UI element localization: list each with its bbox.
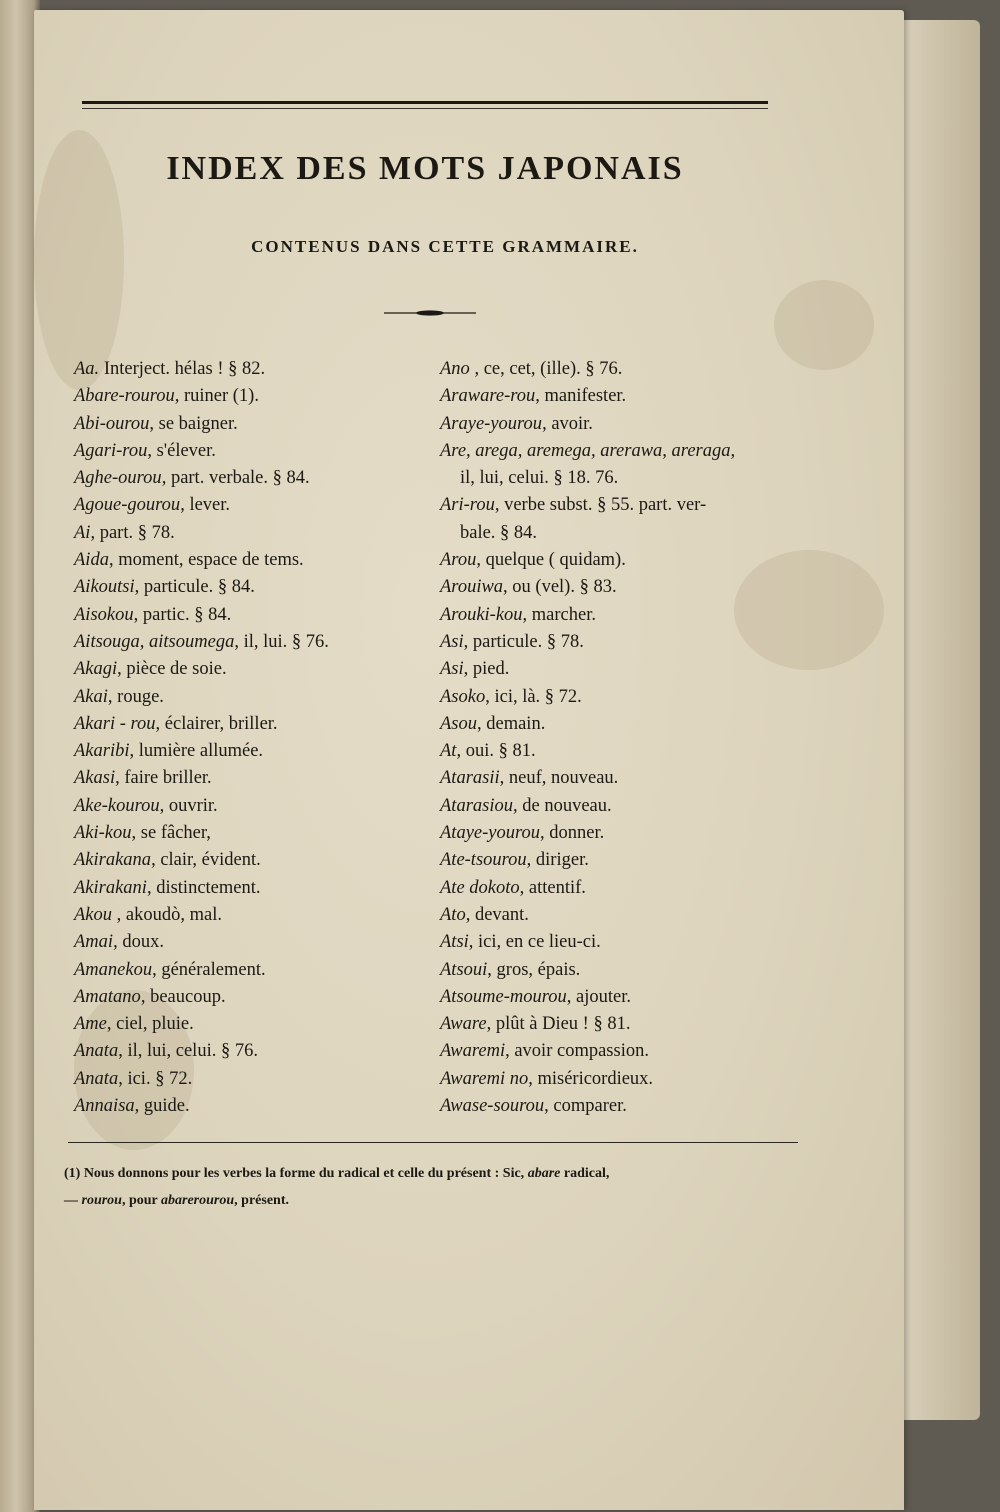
entry-headword: Aitsouga, aitsoumega [74,631,235,652]
index-entry [74,820,424,847]
index-entry [440,1011,810,1038]
entry-headword: Ataye-yourou [440,823,540,844]
entry-definition: , verbe subst. § 55. part. ver- [494,495,707,516]
footnote-text: , pour [121,1193,162,1208]
entry-headword: Araware-rou [440,386,536,407]
footnote [64,1160,824,1214]
entry-headword: At [440,741,457,762]
entry-definition: , ce, cet, (ille). § 76. [469,359,623,379]
index-entry [440,602,810,629]
entry-definition: , de nouveau. [512,795,612,816]
entry-definition: , part. verbale. § 84. [161,468,310,489]
index-entry [74,547,424,574]
index-entry [440,738,810,765]
entry-definition: , devant. [465,904,529,925]
entry-definition: , doux. [113,932,164,953]
entry-definition: , avoir compassion. [505,1041,649,1062]
index-entry [74,492,424,519]
entry-headword: Are, arega, aremega, arerawa, areraga, [440,440,736,461]
entry-headword: Akirakana [74,850,152,871]
index-entry [74,957,424,984]
index-entry [74,793,424,820]
index-entry [440,765,810,792]
index-entry [440,1093,810,1120]
entry-definition: , ou (vel). § 83. [503,577,617,598]
entry-headword: Akirakani [74,877,147,898]
index-entry [74,1038,424,1065]
entry-headword: Aisokou [74,604,134,625]
entry-definition: , lumière allumée. [129,741,264,762]
entry-headword: Abare-rourou [74,386,175,407]
entry-headword: Atarasii [440,768,500,789]
entry-headword: Asou [440,713,477,734]
entry-definition: , distinctement. [146,877,261,898]
entry-definition: , moment, espace de tems. [108,550,304,571]
entry-definition: , neuf, nouveau. [499,768,619,789]
entry-headword: Akaribi [74,741,130,762]
entry-headword: Aghe-ourou [74,468,162,489]
entry-definition: , miséricordieux. [528,1068,654,1089]
entry-headword: Atsoui [440,959,488,980]
index-entry [440,929,810,956]
index-entry [74,438,424,465]
index-entry [74,656,424,683]
index-entry [74,356,424,383]
entry-headword: Awaremi [440,1041,506,1062]
index-entry [440,356,810,383]
entry-definition: , ciel, pluie. [106,1014,194,1035]
entry-headword: Amai [74,932,114,953]
entry-headword: Arouiwa [440,577,504,598]
index-entry [74,847,424,874]
entry-headword: Abi-ourou [74,413,150,434]
entry-headword: Arouki-kou [440,604,523,625]
entry-definition: , guide. [134,1096,190,1117]
entry-definition: , akoudò, mal. [112,904,222,925]
entry-headword: Aware [440,1014,487,1035]
entry-headword: Agari-rou [74,440,148,461]
entry-headword: Awase-sourou [440,1096,545,1117]
index-entry [440,711,810,738]
header-rule [82,101,768,104]
index-entry [440,411,810,438]
index-column-right [440,356,810,1120]
entry-definition: , manifester. [535,386,627,407]
index-entry [440,902,810,929]
entry-definition: , ajouter. [566,986,631,1007]
entry-headword: Akagi [74,659,118,680]
index-entry [74,520,424,547]
entry-headword: Asi [440,659,464,680]
index-entry [440,383,810,410]
entry-definition: , faire briller. [115,768,212,789]
entry-definition: , particule. § 78. [463,631,584,652]
index-entry [74,711,424,738]
entry-definition: , se fâcher, [131,823,211,844]
entry-headword: Aikoutsi [74,577,135,598]
entry-definition: , éclairer, briller. [155,713,278,734]
index-entry [440,684,810,711]
index-entry [74,984,424,1011]
entry-definition: , ouvrir. [159,795,218,816]
entry-headword: Ato [440,904,466,925]
index-entry [74,465,424,492]
entry-headword: Asi [440,631,464,652]
entry-headword: Amatano [74,986,141,1007]
entry-headword: Ame [74,1014,107,1035]
header-rule-thin [82,108,768,109]
entry-headword: Ari-rou [440,495,495,516]
entry-headword: Akou [74,904,113,925]
entry-definition: , ruiner (1). [174,386,259,407]
index-entry [440,820,810,847]
index-entry [440,793,810,820]
entry-headword: Ai [74,522,91,543]
footnote-rule [68,1142,798,1143]
entry-definition: , pied. [463,659,510,680]
footnote-text: (1) Nous donnons pour les verbes la forme du radical et celle du présent : Sic, [64,1166,528,1181]
entry-headword: Aa. [74,359,100,379]
entry-definition: , diriger. [526,850,589,871]
entry-headword: Annaisa [74,1096,135,1117]
entry-definition: , rouge. [107,686,164,707]
page-title: INDEX DES MOTS JAPONAIS [166,150,684,187]
entry-definition: , généralement. [152,959,266,980]
entry-definition: , s'élever. [147,440,216,461]
entry-headword: Aida [74,550,109,571]
entry-definition: , il, lui, celui. § 76. [118,1041,258,1062]
index-entry [74,902,424,929]
index-entry [440,1038,810,1065]
entry-headword: Ate-tsourou [440,850,527,871]
index-entry [440,574,810,601]
index-entry [74,629,424,656]
index-entry [74,738,424,765]
index-entry [74,1011,424,1038]
index-entry [440,875,810,902]
entry-definition: , attentif. [519,877,586,898]
index-entry [74,1093,424,1120]
index-entry [74,411,424,438]
footnote-line-2 [64,1187,824,1214]
entry-definition: , gros, épais. [487,959,581,980]
entry-definition: , pièce de soie. [117,659,227,680]
entry-definition: , oui. § 81. [456,741,536,762]
footnote-italic: abare [527,1166,561,1181]
index-entry [440,492,810,547]
entry-definition: , avoir. [542,413,593,434]
index-entry [74,684,424,711]
page-subtitle: CONTENUS DANS CETTE GRAMMAIRE. [251,237,639,256]
entry-definition: , particule. § 84. [134,577,255,598]
entry-headword: Atsi [440,932,469,953]
entry-headword: Aki-kou [74,823,132,844]
entry-definition: , marcher. [522,604,596,625]
index-entry [74,765,424,792]
entry-headword: Anata [74,1068,119,1089]
entry-headword: Arou [440,550,477,571]
entry-headword: Agoue-gourou [74,495,181,516]
entry-definition: , se baigner. [149,413,238,434]
entry-definition: , lever. [180,495,231,516]
entry-definition: , beaucoup. [140,986,226,1007]
footnote-italic: abarerourou [161,1193,235,1208]
entry-headword: Ake-kourou [74,795,160,816]
entry-headword: Awaremi no [440,1068,529,1089]
index-entry [74,1066,424,1093]
index-entry [440,1066,810,1093]
footnote-text: , présent. [234,1193,289,1208]
footnote-text: — [64,1193,82,1208]
entry-headword: Anata [74,1041,119,1062]
index-entry [440,984,810,1011]
entry-definition: , clair, évident. [151,850,261,871]
index-entry [440,629,810,656]
index-entry [440,847,810,874]
entry-definition: , ici. § 72. [118,1068,193,1089]
entry-continuation: bale. § 84. [460,522,538,543]
entry-definition: , donner. [540,823,605,844]
entry-headword: Ate dokoto [440,877,520,898]
index-entry [74,929,424,956]
index-entry [74,383,424,410]
entry-definition: , ici, en ce lieu-ci. [468,932,601,953]
entry-headword: Amanekou [74,959,153,980]
entry-definition: , plût à Dieu ! § 81. [486,1014,631,1035]
entry-continuation: il, lui, celui. § 18. 76. [460,468,619,489]
footnote-italic: rourou [81,1193,122,1208]
entry-definition: , quelque ( quidam). [476,550,626,571]
entry-headword: Araye-yourou [440,413,543,434]
entry-definition: , partic. § 84. [133,604,232,625]
footnote-text: radical, [560,1166,610,1181]
entry-headword: Akasi [74,768,116,789]
index-entry [74,875,424,902]
entry-definition: , demain. [477,713,546,734]
entry-headword: Atarasiou [440,795,513,816]
entry-headword: Asoko [440,686,486,707]
index-entry [440,957,810,984]
entry-definition: Interject. hélas ! § 82. [99,359,266,379]
index-entry [440,547,810,574]
entry-definition: , part. § 78. [90,522,175,543]
entry-definition: , il, lui. § 76. [234,631,329,652]
index-entry [440,438,810,493]
entry-definition: , ici, là. § 72. [485,686,582,707]
entry-headword: Ano [440,359,470,379]
index-entry [74,574,424,601]
entry-headword: Atsoume-mourou [440,986,567,1007]
entry-headword: Akari - rou [74,713,156,734]
entry-definition: , comparer. [544,1096,627,1117]
index-column-left [74,356,424,1120]
index-entry [440,656,810,683]
entry-headword: Akai [74,686,108,707]
ornament-divider [384,308,476,318]
index-entry [74,602,424,629]
